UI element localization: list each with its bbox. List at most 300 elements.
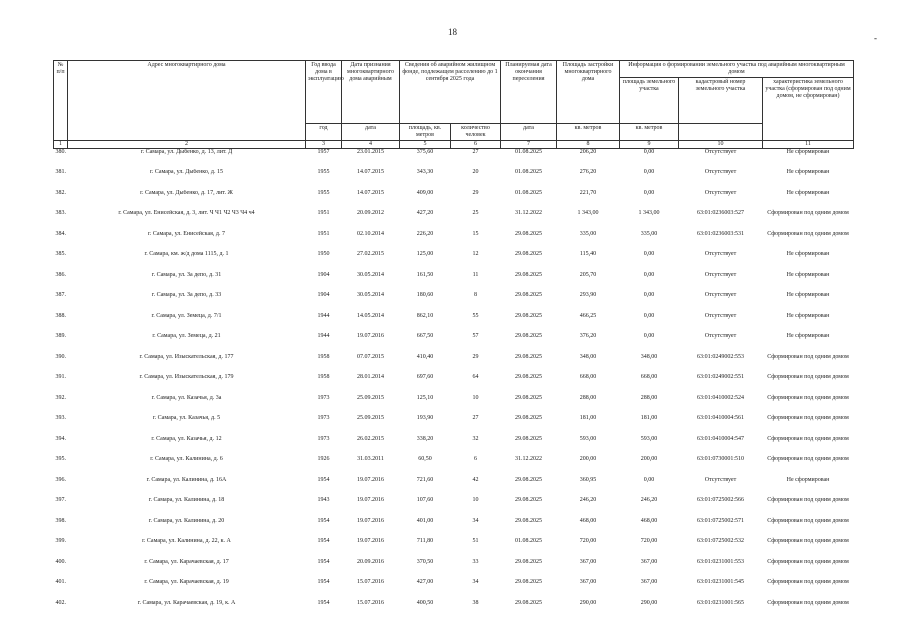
table-row xyxy=(54,190,854,211)
row-number: 399. xyxy=(55,538,66,544)
row-address: г. Самара, ул. Дыбенко, д. 17, лит. Ж xyxy=(140,189,233,196)
row-cadastral: Отсутствует xyxy=(704,169,737,175)
row-land-status: Сформирован под одним домом xyxy=(767,497,849,503)
row-address: г. Самара, ул. Дыбенко, д. 15 xyxy=(150,169,223,175)
row-land-area: 0,00 xyxy=(643,333,655,339)
row-area: 409,00 xyxy=(416,189,434,196)
row-address: г. Самара, ул. Калинина, д. 20 xyxy=(148,517,225,524)
row-address: г. Самара, ул. Земеца, д. 21 xyxy=(152,333,221,339)
row-area: 410,40 xyxy=(416,353,434,360)
row-number: 402. xyxy=(55,599,66,606)
header-land-area: площадь земельного участка xyxy=(620,78,679,124)
row-planned-date: 29.08.2025 xyxy=(515,271,542,278)
row-emergency-date: 15.07.2016 xyxy=(357,599,384,606)
header-resettlement: Сведения об аварийном жилищном фонде, подлежащем расселению до 1 сентября 2025 года xyxy=(400,61,501,124)
row-planned-date: 31.12.2022 xyxy=(515,210,542,216)
row-land-status: Не сформирован xyxy=(786,169,830,175)
row-planned-date: 29.08.2025 xyxy=(515,476,542,483)
row-year: 1955 xyxy=(317,169,330,175)
row-year: 1973 xyxy=(317,435,330,442)
row-number: 397. xyxy=(55,497,66,503)
row-building-area: 206,20 xyxy=(579,149,597,155)
row-building-area: 466,25 xyxy=(579,312,597,319)
row-people: 20 xyxy=(472,169,479,175)
row-emergency-date: 19.07.2016 xyxy=(357,538,384,544)
table-row xyxy=(54,231,854,252)
row-building-area: 348,00 xyxy=(579,353,597,360)
row-year: 1904 xyxy=(317,292,330,298)
row-land-area: 348,00 xyxy=(640,353,658,360)
row-land-area: 0,00 xyxy=(643,271,655,278)
row-planned-date: 29.08.2025 xyxy=(515,292,542,298)
row-land-area: 593,00 xyxy=(640,435,658,442)
row-address: г. Самара, ул. За депо, д. 31 xyxy=(151,271,222,278)
row-address: г. Самара, ул. Карачаевская, д. 19, к. А xyxy=(137,599,236,606)
row-cadastral: 63:01:0725002:571 xyxy=(696,517,744,524)
row-emergency-date: 14.05.2014 xyxy=(357,312,384,319)
row-building-area: 367,00 xyxy=(579,579,597,585)
row-land-status: Сформирован под одним домом xyxy=(767,456,849,462)
row-land-status: Сформирован под одним домом xyxy=(767,415,849,421)
row-emergency-date: 23.01.2015 xyxy=(357,149,384,155)
row-number: 394. xyxy=(55,435,66,442)
row-land-status: Сформирован под одним домом xyxy=(767,579,849,585)
row-cadastral: 63:01:0249002:551 xyxy=(696,374,744,380)
header-emergency-date: Дата признания многоквартирного дома аварийным xyxy=(342,61,400,124)
row-land-area: 367,00 xyxy=(640,558,658,565)
table-row xyxy=(54,559,854,580)
row-people: 32 xyxy=(472,435,479,442)
row-land-status: Сформирован под одним домом xyxy=(767,558,849,565)
row-year: 1958 xyxy=(317,353,330,360)
row-address: г. Самара, ул. Карачаевская, д. 19 xyxy=(144,579,229,585)
row-emergency-date: 19.07.2016 xyxy=(357,517,384,524)
row-people: 64 xyxy=(472,374,479,380)
row-cadastral: 63:01:0249002:553 xyxy=(696,353,744,360)
row-address: г. Самара, ул. Енисейская, д. 3, лит. Ч Ч1 Ч2 Ч3 Ч4 ч4 xyxy=(118,210,255,216)
header-year: Год ввода дома в эксплуатацию xyxy=(306,61,342,124)
row-year: 1954 xyxy=(317,517,330,524)
row-address: г. Самара, ул. Карачаевская, д. 17 xyxy=(144,558,229,565)
row-emergency-date: 19.07.2016 xyxy=(357,497,384,503)
page-number: 18 xyxy=(448,27,457,37)
row-building-area: 200,00 xyxy=(579,456,597,462)
row-address: г. Самара, ул. Калинина, д. 16А xyxy=(146,476,227,483)
row-number: 391. xyxy=(55,374,66,380)
row-address: г. Самара, ул. Енисейская, д. 7 xyxy=(148,230,225,237)
row-year: 1904 xyxy=(317,271,330,278)
row-area: 862,10 xyxy=(416,312,434,319)
row-emergency-date: 28.01.2014 xyxy=(357,374,384,380)
row-people: 34 xyxy=(472,517,479,524)
table-row xyxy=(54,436,854,457)
row-land-status: Сформирован под одним домом xyxy=(767,599,849,606)
row-land-area: 246,20 xyxy=(640,497,658,503)
col-number: 10 xyxy=(679,141,763,149)
unit-land-area: кв. метров xyxy=(620,124,679,141)
header-address: Адрес многоквартирного дома xyxy=(68,61,306,141)
row-area: 343,30 xyxy=(416,169,434,175)
row-number: 384. xyxy=(55,230,66,237)
row-area: 401,00 xyxy=(416,517,434,524)
row-year: 1926 xyxy=(317,456,330,462)
row-year: 1954 xyxy=(317,579,330,585)
row-cadastral: 63:01:0730001:510 xyxy=(696,456,744,462)
emergency-housing-table xyxy=(53,60,854,620)
row-land-area: 0,00 xyxy=(643,169,655,175)
row-cadastral: Отсутствует xyxy=(704,292,737,298)
row-emergency-date: 26.02.2015 xyxy=(357,435,384,442)
row-building-area: 276,20 xyxy=(579,169,597,175)
row-area: 427,00 xyxy=(416,579,434,585)
row-planned-date: 01.08.2025 xyxy=(515,169,542,175)
row-area: 338,20 xyxy=(416,435,434,442)
row-people: 8 xyxy=(474,292,477,298)
row-building-area: 468,00 xyxy=(579,517,597,524)
row-emergency-date: 20.09.2016 xyxy=(357,558,384,565)
row-cadastral: 63:01:0725002:566 xyxy=(696,497,744,503)
row-land-status: Не сформирован xyxy=(786,251,830,257)
table-row xyxy=(54,456,854,477)
row-planned-date: 29.08.2025 xyxy=(515,415,542,421)
row-land-area: 290,00 xyxy=(640,599,658,606)
row-planned-date: 29.08.2025 xyxy=(515,251,542,257)
row-planned-date: 29.08.2025 xyxy=(515,394,542,401)
row-land-status: Сформирован под одним домом xyxy=(767,394,849,401)
row-people: 55 xyxy=(472,312,479,319)
row-cadastral: 63:01:0236003:531 xyxy=(696,230,744,237)
row-address: г. Самара, ул. Казачья, д. 3а xyxy=(151,394,222,401)
row-emergency-date: 27.02.2015 xyxy=(357,251,384,257)
row-planned-date: 29.08.2025 xyxy=(515,333,542,339)
row-planned-date: 29.08.2025 xyxy=(515,435,542,442)
row-emergency-date: 31.03.2011 xyxy=(357,456,384,462)
header-land-info: Информация о формировании земельного участка под аварийным многоквартирным домом xyxy=(620,61,854,78)
row-year: 1954 xyxy=(317,476,330,483)
row-year: 1958 xyxy=(317,374,330,380)
row-building-area: 246,20 xyxy=(579,497,597,503)
row-area: 60,50 xyxy=(418,456,432,462)
row-people: 57 xyxy=(472,333,479,339)
row-people: 29 xyxy=(472,189,479,196)
row-cadastral: 63:01:0231001:565 xyxy=(696,599,744,606)
row-address: г. Самара, ул. За депо, д. 33 xyxy=(151,292,222,298)
row-number: 395. xyxy=(55,456,66,462)
row-land-area: 0,00 xyxy=(643,292,655,298)
row-planned-date: 29.08.2025 xyxy=(515,497,542,503)
row-number: 398. xyxy=(55,517,66,524)
unit-year: год xyxy=(306,124,342,141)
row-number: 383. xyxy=(55,210,66,216)
row-cadastral: 63:01:0410004:547 xyxy=(696,435,744,442)
row-cadastral: Отсутствует xyxy=(704,149,737,155)
row-year: 1954 xyxy=(317,599,330,606)
table-row xyxy=(54,395,854,416)
col-number: 5 xyxy=(400,141,451,149)
row-land-status: Не сформирован xyxy=(786,271,830,278)
row-land-status: Не сформирован xyxy=(786,333,830,339)
row-land-status: Сформирован под одним домом xyxy=(767,230,849,237)
row-number: 381. xyxy=(55,169,66,175)
row-land-area: 0,00 xyxy=(643,149,655,155)
row-cadastral: Отсутствует xyxy=(704,251,737,257)
table-row xyxy=(54,210,854,231)
row-people: 6 xyxy=(474,456,477,462)
row-land-status: Не сформирован xyxy=(786,312,830,319)
row-address: г. Самара, ул. Изыскательская, д. 177 xyxy=(139,353,234,360)
table-row xyxy=(54,600,854,621)
header-number: № п/п xyxy=(54,61,68,141)
row-land-area: 0,00 xyxy=(643,476,655,483)
row-address: г. Самара, ул. Казачья, д. 5 xyxy=(152,415,221,421)
row-number: 382. xyxy=(55,189,66,196)
row-people: 42 xyxy=(472,476,479,483)
row-cadastral: 63:01:0231001:545 xyxy=(696,579,744,585)
row-people: 12 xyxy=(472,251,479,257)
row-planned-date: 29.08.2025 xyxy=(515,599,542,606)
row-land-status: Сформирован под одним домом xyxy=(767,538,849,544)
row-land-area: 0,00 xyxy=(643,251,655,257)
row-land-status: Сформирован под одним домом xyxy=(767,210,849,216)
header-building-area: Площадь застройки многоквартирного дома xyxy=(557,61,620,124)
row-building-area: 290,00 xyxy=(579,599,597,606)
row-number: 388. xyxy=(55,312,66,319)
row-year: 1951 xyxy=(317,210,330,216)
row-address: г. Самара, ул. Калинина, д. 18 xyxy=(148,497,225,503)
row-people: 33 xyxy=(472,558,479,565)
row-year: 1973 xyxy=(317,394,330,401)
row-address: г. Самара, ул. Дыбенко, д. 13, лит. Д xyxy=(140,149,233,155)
row-land-status: Сформирован под одним домом xyxy=(767,435,849,442)
row-building-area: 376,20 xyxy=(579,333,597,339)
row-people: 51 xyxy=(472,538,479,544)
row-year: 1950 xyxy=(317,251,330,257)
row-land-area: 468,00 xyxy=(640,517,658,524)
row-area: 180,60 xyxy=(416,292,434,298)
header-land-status: характеристика земельного участка (сформирован под одним домом, не сформирован) xyxy=(763,78,854,141)
row-people: 27 xyxy=(472,149,479,155)
row-land-status: Сформирован под одним домом xyxy=(767,374,849,380)
row-address: г. Самара, км. ж/д дома 1115, д. 1 xyxy=(144,251,229,257)
row-address: г. Самара, ул. Калинина, д. 6 xyxy=(150,456,223,462)
row-emergency-date: 14.07.2015 xyxy=(357,169,384,175)
col-number: 4 xyxy=(342,141,400,149)
unit-plan-date: дата xyxy=(501,124,557,141)
row-cadastral: 63:01:0725002:532 xyxy=(696,538,744,544)
row-building-area: 720,00 xyxy=(579,538,597,544)
row-planned-date: 29.08.2025 xyxy=(515,558,542,565)
row-planned-date: 01.08.2025 xyxy=(515,149,542,155)
row-number: 380. xyxy=(55,149,66,155)
row-cadastral: Отсутствует xyxy=(704,476,737,483)
row-cadastral: 63:01:0231001:553 xyxy=(696,558,744,565)
row-emergency-date: 19.07.2016 xyxy=(357,476,384,483)
row-number: 392. xyxy=(55,394,66,401)
row-people: 11 xyxy=(472,271,479,278)
col-number: 11 xyxy=(763,141,854,149)
row-number: 396. xyxy=(55,476,66,483)
row-emergency-date: 19.07.2016 xyxy=(357,333,384,339)
row-land-area: 720,00 xyxy=(640,538,658,544)
row-planned-date: 01.08.2025 xyxy=(515,538,542,544)
row-land-status: Не сформирован xyxy=(786,292,830,298)
table-row xyxy=(54,579,854,600)
row-land-status: Не сформирован xyxy=(786,189,830,196)
row-building-area: 181,00 xyxy=(579,415,597,421)
row-cadastral: Отсутствует xyxy=(704,333,737,339)
row-planned-date: 31.12.2022 xyxy=(515,456,542,462)
row-building-area: 360,95 xyxy=(579,476,597,483)
row-address: г. Самара, ул. Казачья, д. 12 xyxy=(151,435,222,442)
row-planned-date: 29.08.2025 xyxy=(515,374,542,380)
row-planned-date: 01.08.2025 xyxy=(515,189,542,196)
row-building-area: 293,90 xyxy=(579,292,597,298)
row-land-status: Сформирован под одним домом xyxy=(767,517,849,524)
row-number: 390. xyxy=(55,353,66,360)
col-number: 9 xyxy=(620,141,679,149)
row-planned-date: 29.08.2025 xyxy=(515,353,542,360)
row-cadastral: 63:01:0410004:561 xyxy=(696,415,744,421)
row-emergency-date: 25.09.2015 xyxy=(357,394,384,401)
row-building-area: 593,00 xyxy=(579,435,597,442)
unit-people: количество человек xyxy=(451,124,501,141)
table-row xyxy=(54,538,854,559)
row-emergency-date: 30.05.2014 xyxy=(357,292,384,298)
row-planned-date: 29.08.2025 xyxy=(515,517,542,524)
row-cadastral: 63:01:0410002:524 xyxy=(696,394,744,401)
table-row xyxy=(54,333,854,354)
row-area: 193,90 xyxy=(416,415,434,421)
row-number: 401. xyxy=(55,579,66,585)
row-land-area: 0,00 xyxy=(643,189,655,196)
row-area: 697,60 xyxy=(416,374,434,380)
row-area: 125,10 xyxy=(416,394,434,401)
row-area: 427,20 xyxy=(416,210,434,216)
row-emergency-date: 30.05.2014 xyxy=(357,271,384,278)
row-cadastral: Отсутствует xyxy=(704,312,737,319)
row-planned-date: 29.08.2025 xyxy=(515,230,542,237)
row-area: 125,00 xyxy=(416,251,434,257)
table-row xyxy=(54,354,854,375)
row-area: 107,60 xyxy=(416,497,434,503)
row-planned-date: 29.08.2025 xyxy=(515,579,542,585)
row-cadastral: Отсутствует xyxy=(704,189,737,196)
row-area: 375,60 xyxy=(416,149,434,155)
row-number: 385. xyxy=(55,251,66,257)
row-year: 1954 xyxy=(317,538,330,544)
row-emergency-date: 15.07.2016 xyxy=(357,579,384,585)
row-land-status: Сформирован под одним домом xyxy=(767,353,849,360)
row-people: 29 xyxy=(472,353,479,360)
row-year: 1955 xyxy=(317,189,330,196)
row-building-area: 205,70 xyxy=(579,271,597,278)
row-land-area: 288,00 xyxy=(640,394,658,401)
row-address: г. Самара, ул. Изыскательская, д. 179 xyxy=(139,374,234,380)
row-emergency-date: 20.09.2012 xyxy=(357,210,384,216)
table-row xyxy=(54,374,854,395)
row-people: 38 xyxy=(472,599,479,606)
table-row xyxy=(54,272,854,293)
row-year: 1944 xyxy=(317,333,330,339)
row-area: 370,50 xyxy=(416,558,434,565)
row-emergency-date: 07.07.2015 xyxy=(357,353,384,360)
table-row xyxy=(54,477,854,498)
row-emergency-date: 02.10.2014 xyxy=(357,230,384,237)
unit-area: площадь, кв. метров xyxy=(400,124,451,141)
row-number: 387. xyxy=(55,292,66,298)
row-land-area: 668,00 xyxy=(640,374,658,380)
row-area: 721,60 xyxy=(416,476,434,483)
row-number: 400. xyxy=(55,558,66,565)
row-address: г. Самара, ул. Калинина, д. 22, к. А xyxy=(142,538,231,544)
table-row xyxy=(54,518,854,539)
table-row xyxy=(54,251,854,272)
row-building-area: 288,00 xyxy=(579,394,597,401)
row-land-area: 0,00 xyxy=(643,312,655,319)
row-year: 1973 xyxy=(317,415,330,421)
row-emergency-date: 25.09.2015 xyxy=(357,415,384,421)
row-land-area: 367,00 xyxy=(640,579,658,585)
corner-mark: - xyxy=(874,33,877,43)
col-number: 3 xyxy=(306,141,342,149)
row-cadastral: 63:01:0236003:527 xyxy=(696,210,744,216)
row-emergency-date: 14.07.2015 xyxy=(357,189,384,196)
header-cadastral: кадастровый номер земельного участка xyxy=(679,78,763,124)
row-area: 711,80 xyxy=(416,538,434,544)
row-people: 25 xyxy=(472,210,479,216)
row-number: 393. xyxy=(55,415,66,421)
row-building-area: 1 343,00 xyxy=(577,210,599,216)
table-row xyxy=(54,497,854,518)
row-people: 15 xyxy=(472,230,479,237)
table-row xyxy=(54,292,854,313)
row-land-area: 181,00 xyxy=(640,415,658,421)
table-row xyxy=(54,415,854,436)
row-building-area: 367,00 xyxy=(579,558,597,565)
row-area: 226,20 xyxy=(416,230,434,237)
row-building-area: 668,00 xyxy=(579,374,597,380)
row-number: 389. xyxy=(55,333,66,339)
row-year: 1951 xyxy=(317,230,330,237)
table-row xyxy=(54,313,854,334)
row-land-status: Не сформирован xyxy=(786,149,830,155)
row-land-area: 200,00 xyxy=(640,456,658,462)
unit-build-area: кв. метров xyxy=(557,124,620,141)
row-year: 1957 xyxy=(317,149,330,155)
row-planned-date: 29.08.2025 xyxy=(515,312,542,319)
row-year: 1944 xyxy=(317,312,330,319)
row-people: 10 xyxy=(472,394,479,401)
row-year: 1943 xyxy=(317,497,330,503)
col-number: 8 xyxy=(557,141,620,149)
col-number: 6 xyxy=(451,141,501,149)
row-building-area: 221,70 xyxy=(579,189,597,196)
row-building-area: 115,40 xyxy=(579,251,597,257)
row-year: 1954 xyxy=(317,558,330,565)
row-number: 386. xyxy=(55,271,66,278)
row-address: г. Самара, ул. Земеца, д. 7/1 xyxy=(151,312,222,319)
table-row xyxy=(54,149,854,170)
row-people: 27 xyxy=(472,415,479,421)
row-land-area: 1 343,00 xyxy=(638,210,660,216)
row-area: 400,50 xyxy=(416,599,434,606)
unit-date: дата xyxy=(342,124,400,141)
col-number: 2 xyxy=(68,141,306,149)
col-number: 7 xyxy=(501,141,557,149)
row-area: 667,50 xyxy=(416,333,434,339)
header-planned-date: Планируемая дата окончания переселения xyxy=(501,61,557,124)
row-area: 161,50 xyxy=(416,271,434,278)
